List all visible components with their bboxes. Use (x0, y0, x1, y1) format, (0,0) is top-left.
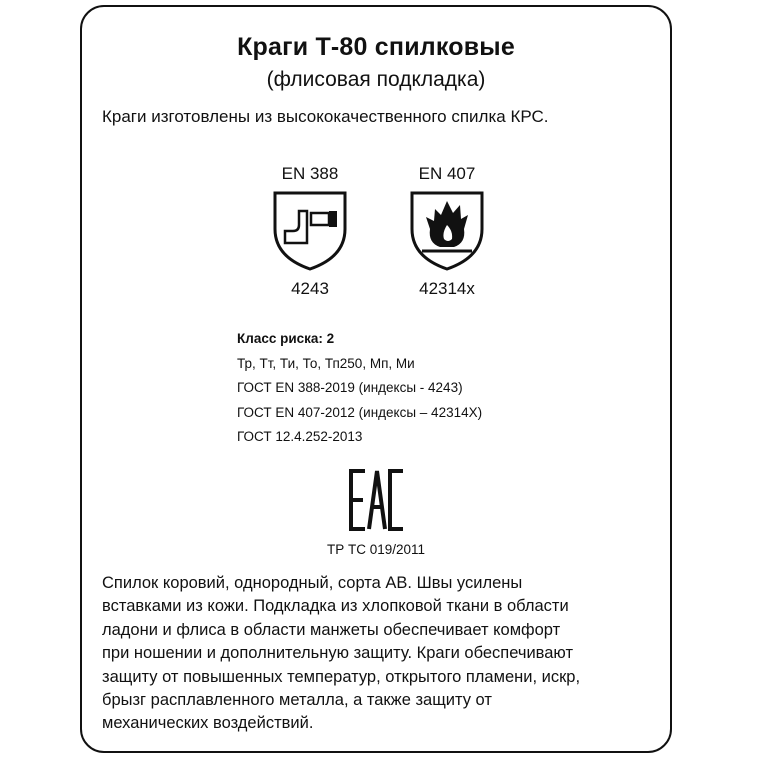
description-line: Спилок коровий, однородный, сорта АВ. Швы усилены (102, 574, 523, 592)
description-line: защиту от повышенных температур, открытого пламени, искр, (102, 667, 581, 686)
description-line: ладони и флиса в области манжеты обеспечивает комфорт (102, 620, 561, 639)
description-line: при ношении и дополнительную защиту. Краги обеспечивают (102, 644, 573, 663)
description-line: брызг расплавленного металла, а также защиту от (102, 691, 492, 710)
risk-line: Тр, Тт, Ти, То, Тп250, Мп, Ми (237, 355, 415, 371)
eac-mark-logo (349, 469, 405, 531)
product-info-card (80, 5, 672, 753)
cert-en407 (387, 164, 507, 299)
description-line: вставками из кожи. Подкладка из хлопковой ткани в области (102, 597, 569, 616)
intro-text: Краги изготовлены из высококачественного спилка КРС. (102, 107, 549, 126)
risk-line: ГОСТ EN 407-2012 (индексы – 42314Х) (237, 404, 483, 420)
product-subtitle: (флисовая подкладка) (266, 68, 486, 91)
description-line: механических воздействий. (102, 714, 314, 733)
mechanical-hazard-shield-icon (271, 189, 349, 273)
regulation-text: ТР ТС 019/2011 (326, 542, 426, 557)
cert-standard: EN 388 (281, 164, 339, 183)
product-title: Краги Т-80 спилковые (237, 33, 515, 61)
cert-standard: EN 407 (418, 164, 476, 183)
product-description (102, 572, 656, 736)
cert-index: 42314x (419, 279, 475, 298)
risk-line: ГОСТ 12.4.252-2013 (237, 429, 363, 444)
risk-block (237, 327, 482, 450)
flame-hazard-shield-icon (408, 189, 486, 273)
risk-line: ГОСТ EN 388-2019 (индексы - 4243) (237, 380, 463, 395)
cert-index: 4243 (291, 279, 329, 298)
cert-en388 (250, 164, 370, 299)
risk-class: Класс риска: 2 (237, 331, 335, 346)
